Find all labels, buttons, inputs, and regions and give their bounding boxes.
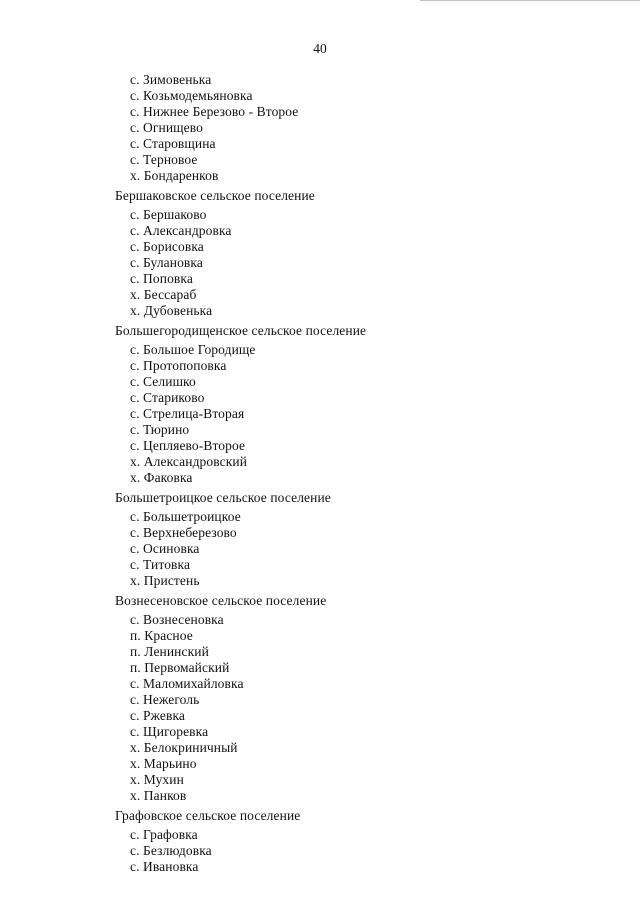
settlement-item: п. Первомайский: [130, 660, 230, 675]
settlement-item: х. Александровский: [130, 454, 248, 469]
settlement-item: с. Маломихайловка: [130, 676, 244, 691]
settlement-item: с. Титовка: [130, 557, 191, 572]
settlement-item: х. Мухин: [130, 772, 184, 787]
settlement-item: с. Ивановка: [130, 859, 199, 874]
settlement-item: с. Борисовка: [130, 239, 204, 254]
municipality-heading: Графовское сельское поселение: [115, 808, 301, 823]
settlement-item: с. Верхнеберезово: [130, 525, 237, 540]
settlement-item: с. Козьмодемьяновка: [130, 88, 253, 103]
page-number: 40: [313, 41, 327, 56]
settlement-item: с. Цепляево-Второе: [130, 438, 246, 453]
settlement-item: с. Булановка: [130, 255, 203, 270]
settlement-item: с. Старовщина: [130, 136, 216, 151]
municipality-heading: Вознесеновское сельское поселение: [115, 593, 327, 608]
settlement-item: с. Бершаково: [130, 207, 207, 222]
settlement-item: с. Осиновка: [130, 541, 200, 556]
settlement-item: х. Пристень: [130, 573, 200, 588]
settlement-item: х. Бессараб: [130, 287, 197, 302]
settlement-item: с. Селишко: [130, 374, 196, 389]
municipality-heading: Большегородищенское сельское поселение: [115, 323, 367, 338]
settlement-item: с. Ржевка: [130, 708, 186, 723]
settlement-item: с. Тюрино: [130, 422, 190, 437]
settlement-item: х. Белокриничный: [130, 740, 238, 755]
settlement-item: с. Щигоревка: [130, 724, 209, 739]
settlement-item: с. Терновое: [130, 152, 198, 167]
settlement-item: х. Бондаренков: [130, 168, 219, 183]
settlement-item: с. Нижнее Березово - Второе: [130, 104, 299, 119]
settlement-item: х. Панков: [130, 788, 187, 803]
municipality-heading: Большетроицкое сельское поселение: [115, 490, 331, 505]
settlement-item: с. Большое Городище: [130, 342, 256, 357]
settlement-item: с. Вознесеновка: [130, 612, 224, 627]
settlement-item: с. Стрелица-Вторая: [130, 406, 245, 421]
scan-edge: [420, 0, 640, 1]
settlement-item: с. Огнищево: [130, 120, 203, 135]
settlement-item: с. Нежеголь: [130, 692, 200, 707]
settlement-item: с. Зимовенька: [130, 72, 212, 87]
settlement-item: х. Факовка: [130, 470, 193, 485]
settlement-item: с. Графовка: [130, 827, 198, 842]
settlement-item: с. Безлюдовка: [130, 843, 212, 858]
settlement-item: х. Дубовенька: [130, 303, 213, 318]
settlement-item: п. Ленинский: [130, 644, 209, 659]
settlement-item: с. Протопоповка: [130, 358, 227, 373]
municipality-heading: Бершаковское сельское поселение: [115, 188, 315, 203]
settlement-item: с. Александровка: [130, 223, 232, 238]
settlement-item: с. Большетроицкое: [130, 509, 241, 524]
settlement-item: п. Красное: [130, 628, 193, 643]
settlement-item: х. Марьино: [130, 756, 197, 771]
settlement-item: с. Поповка: [130, 271, 193, 286]
settlement-item: с. Стариково: [130, 390, 205, 405]
